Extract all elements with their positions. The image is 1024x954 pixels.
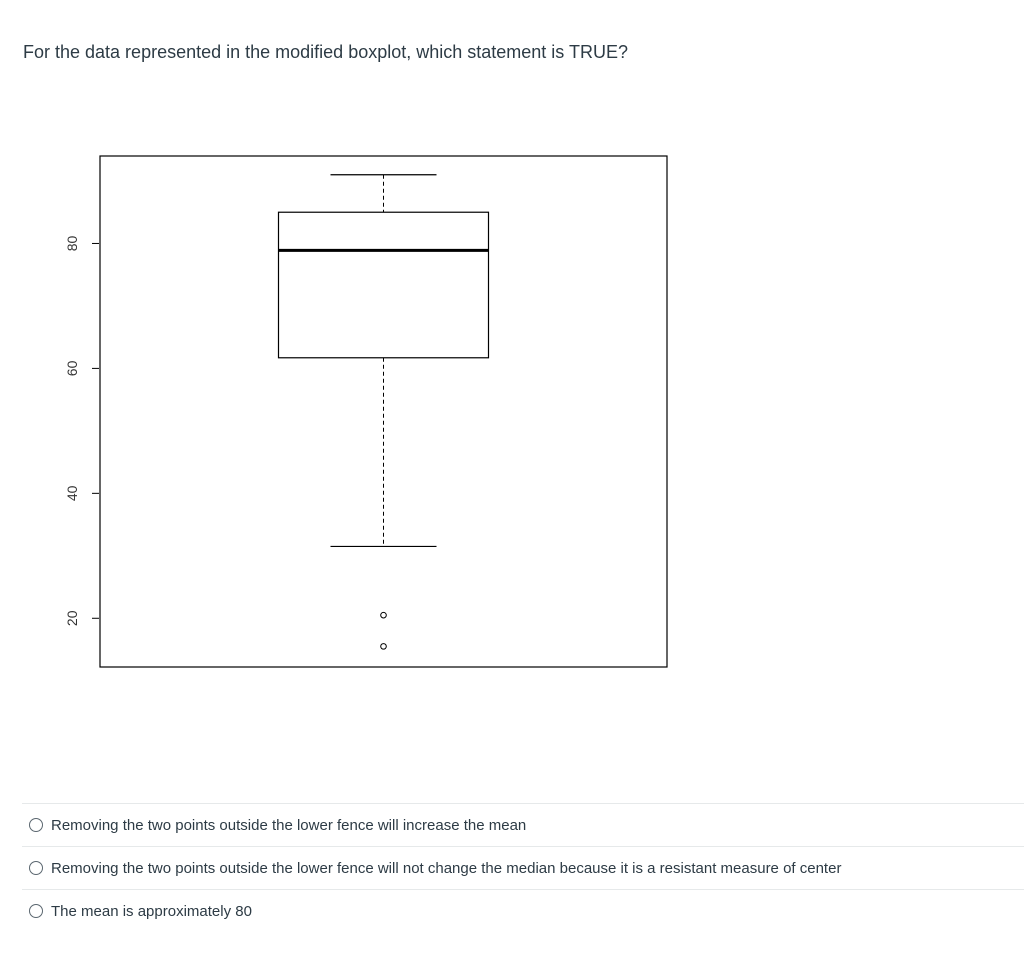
answer-option-3[interactable] [22, 889, 1024, 932]
answer-list [22, 803, 1024, 932]
y-axis-tick-label: 80 [64, 235, 80, 252]
radio-button-icon[interactable] [29, 861, 43, 875]
radio-button-icon[interactable] [29, 904, 43, 918]
question-text: For the data represented in the modified boxplot, which statement is TRUE? [23, 42, 628, 62]
iqr-box [279, 212, 489, 358]
answer-option-2[interactable] [22, 846, 1024, 889]
outlier-point [381, 644, 387, 650]
y-axis-tick-label: 60 [64, 360, 80, 377]
y-axis-tick-label: 20 [64, 610, 80, 627]
radio-button-icon[interactable] [29, 818, 43, 832]
answer-label: Removing the two points outside the lower fence will not change the median because it is a resistant measure of center [51, 859, 842, 877]
y-axis-tick-label: 40 [64, 485, 80, 502]
plot-frame [100, 156, 667, 667]
answer-option-1[interactable] [22, 803, 1024, 846]
answer-label: The mean is approximately 80 [51, 902, 252, 920]
outlier-point [381, 612, 387, 618]
answer-label: Removing the two points outside the lower fence will increase the mean [51, 816, 527, 834]
